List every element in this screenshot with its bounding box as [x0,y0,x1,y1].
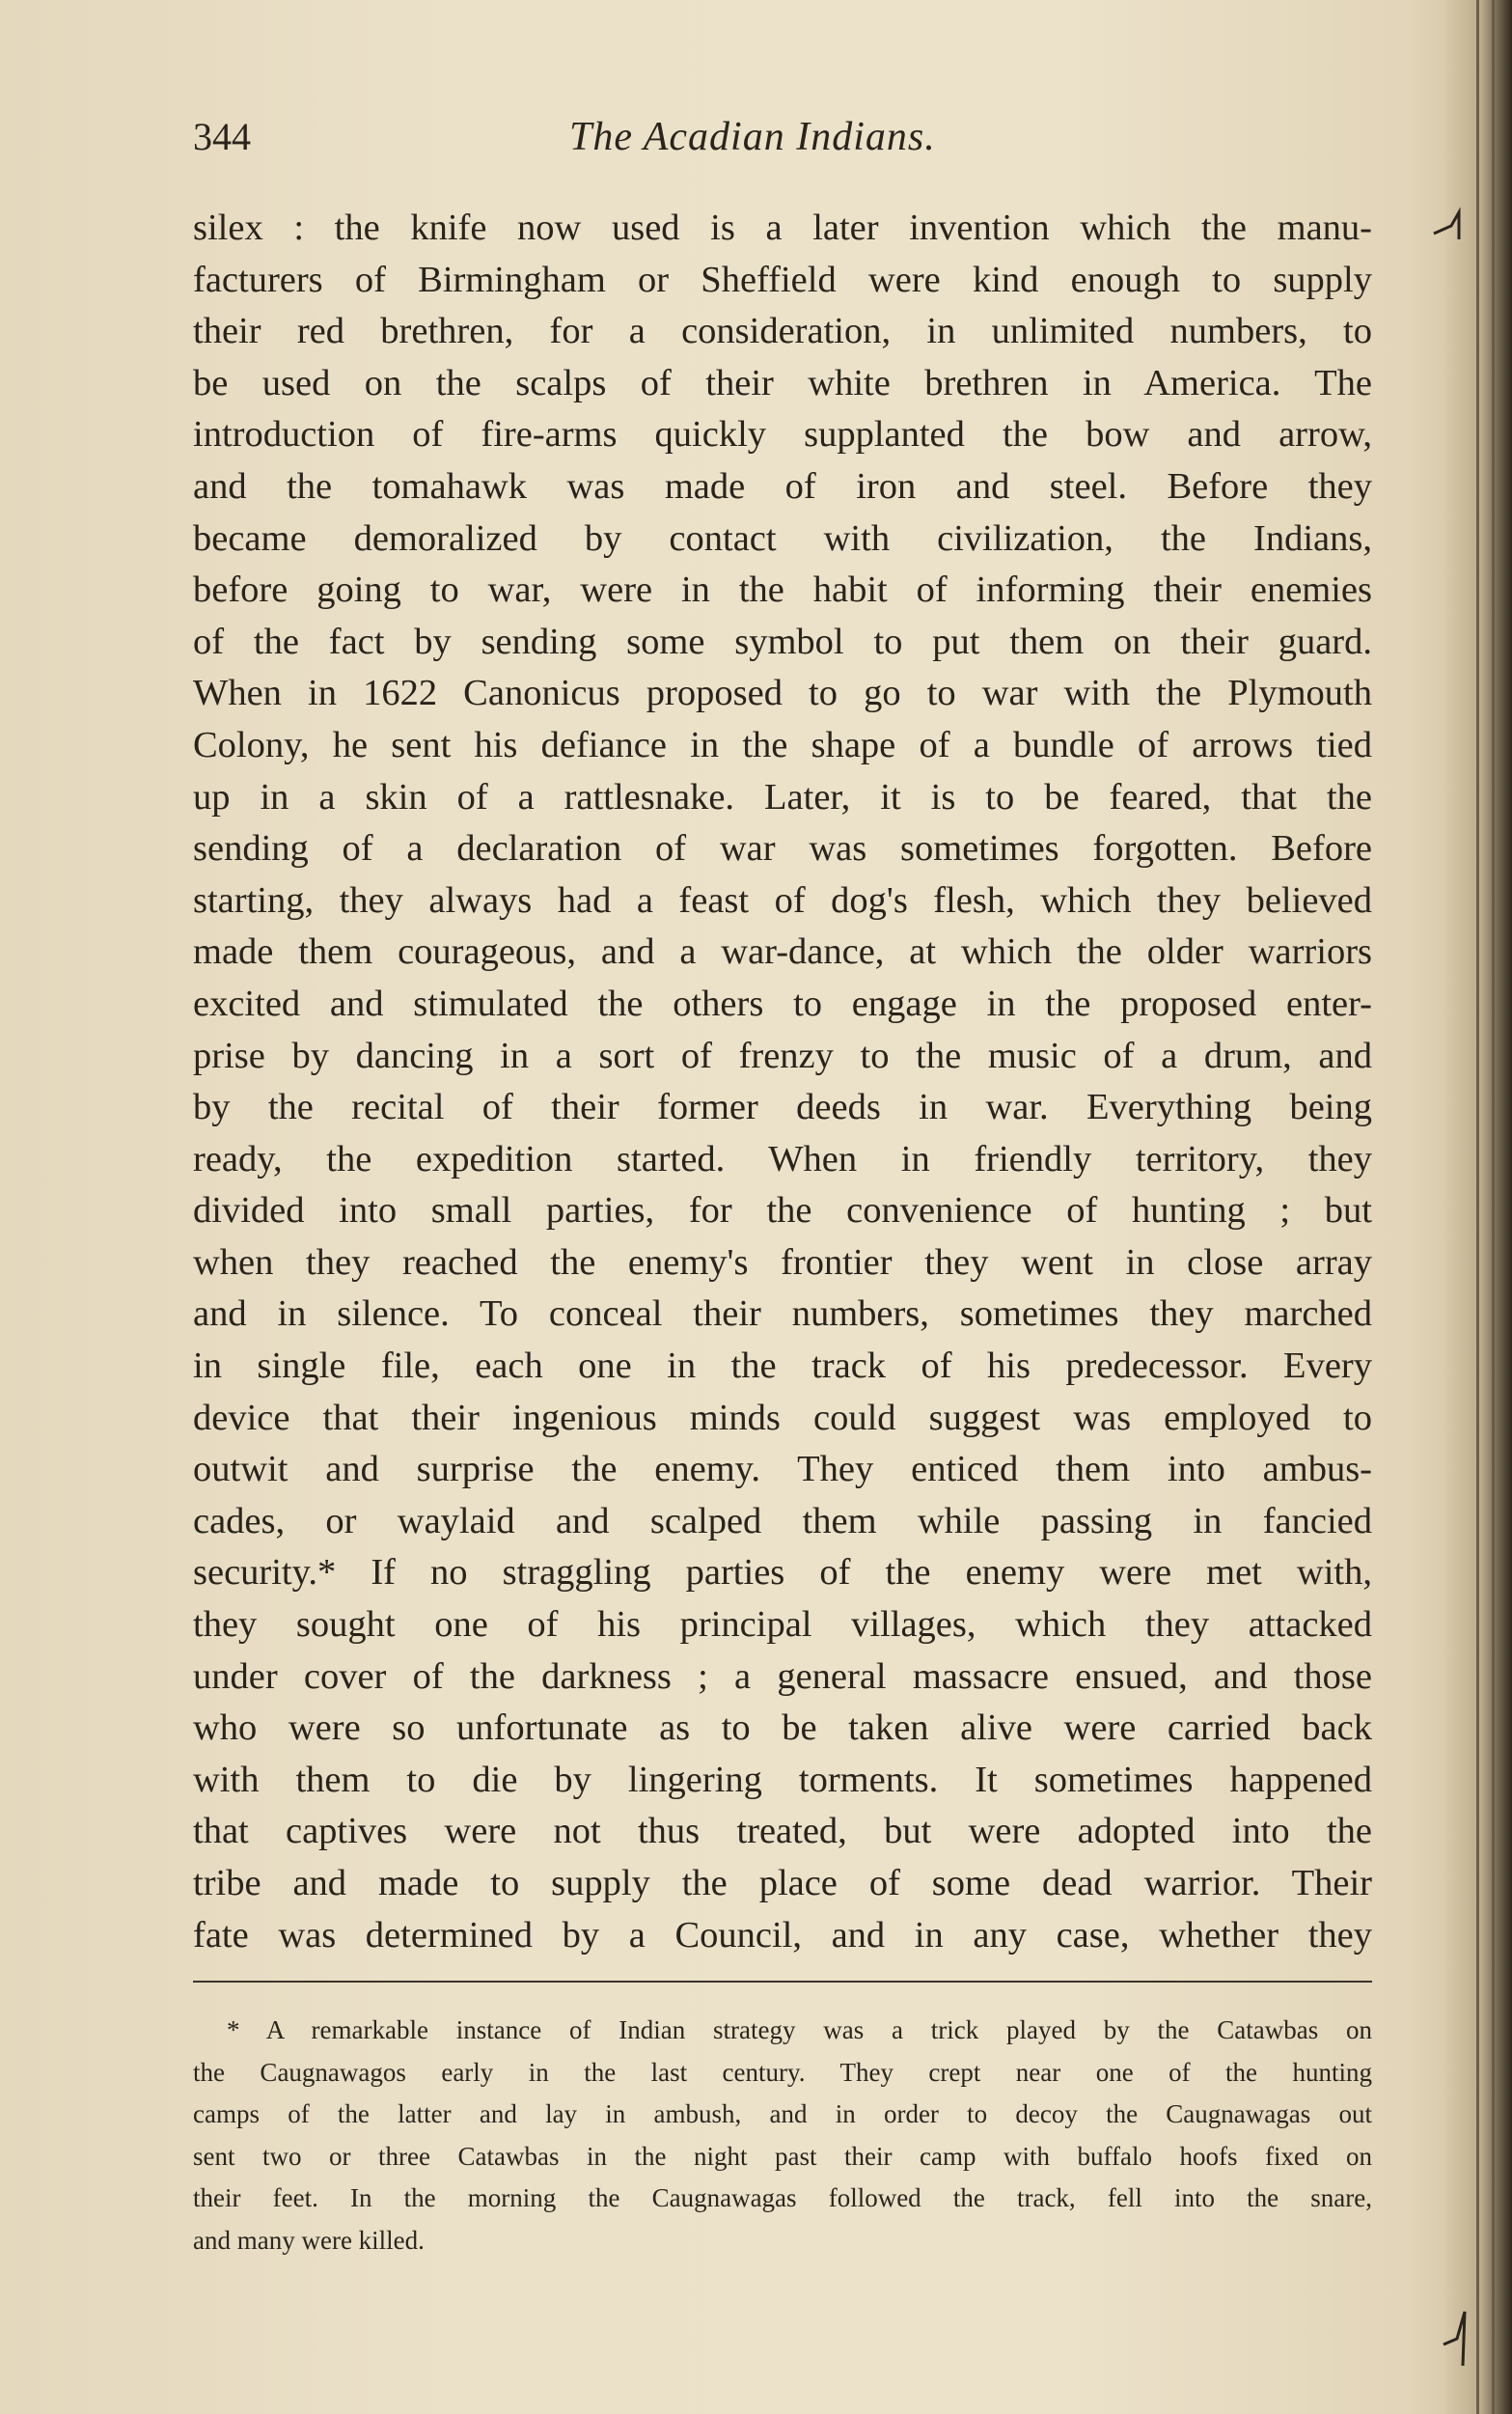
body-text [193,203,1372,1961]
running-title: The Acadian Indians. [569,115,936,159]
body-line: excited and stimulated the others to engage in the proposed enter- [193,983,1372,1024]
body-line: divided into small parties, for the convenience of hunting ; but [193,1190,1372,1232]
body-line: When in 1622 Canonicus proposed to go to war with the Plymouth [193,673,1372,714]
body-line: security.* If no straggling parties of the enemy were met with, [193,1552,1372,1594]
body-line: with them to die by lingering torments. It sometimes happened [193,1759,1372,1800]
body-line: Colony, he sent his defiance in the shape of a bundle of arrows tied [193,724,1372,765]
footnote-line: * A remarkable instance of Indian strategy was a trick played by the Catawbas on [227,2015,1372,2044]
body-line: made them courageous, and a war-dance, at which the older warriors [193,931,1372,973]
body-line: outwit and surprise the enemy. They enticed them into ambus- [193,1449,1372,1490]
body-line: tribe and made to supply the place of some dead warrior. Their [193,1863,1372,1903]
body-line: by the recital of their former deeds in war. Everything being [193,1087,1372,1128]
body-line: became demoralized by contact with civilization, the Indians, [193,517,1372,559]
body-line: before going to war, were in the habit of informing their enemies [193,569,1372,611]
body-line: cades, or waylaid and scalped them while passing in fancied [193,1500,1372,1541]
body-line: fate was determined by a Council, and in any case, whether they [193,1914,1372,1956]
running-head [193,114,1380,168]
body-line: be used on the scalps of their white brethren in America. The [193,362,1372,403]
footnote-line: and many were killed. [193,2225,425,2255]
body-line: up in a skin of a rattlesnake. Later, it is to be feared, that the [193,776,1372,818]
body-line: ready, the expedition started. When in friendly territory, they [193,1138,1372,1179]
body-line: who were so unfortunate as to be taken alive were carried back [193,1707,1372,1749]
page-edge-line [1476,0,1479,2414]
footnote-line: their feet. In the morning the Caugnawagas followed the track, fell into the snare, [193,2183,1372,2212]
body-line: that captives were not thus treated, but were adopted into the [193,1811,1372,1852]
margin-tick-icon [1430,207,1469,245]
margin-tick-icon [1440,2302,1478,2370]
footnote-line: the Caugnawagos early in the last century. They crept near one of the hunting [193,2057,1372,2087]
body-line: starting, they always had a feast of dog's flesh, which they believed [193,879,1372,921]
body-line: of the fact by sending some symbol to put them on their guard. [193,621,1372,662]
body-line: when they reached the enemy's frontier they went in close array [193,1241,1372,1283]
footnote-line: camps of the latter and lay in ambush, and in order to decoy the Caugnawagas out [193,2099,1372,2128]
body-line: in single file, each one in the track of his predecessor. Every [193,1346,1372,1387]
footnote-line: sent two or three Catawbas in the night past their camp with buffalo hoofs fixed on [193,2141,1372,2171]
body-line: under cover of the darkness ; a general massacre ensued, and those [193,1655,1372,1697]
body-line: silex : the knife now used is a later invention which the manu- [193,208,1372,248]
body-line: prise by dancing in a sort of frenzy to the music of a drum, and [193,1035,1372,1076]
body-line: sending of a declaration of war was sometimes forgotten. Before [193,828,1372,870]
body-line: device that their ingenious minds could suggest was employed to [193,1397,1372,1438]
body-line: and the tomahawk was made of iron and steel. Before they [193,465,1372,507]
body-line: and in silence. To conceal their numbers, sometimes they marched [193,1293,1372,1335]
body-line: they sought one of his principal villages, which they attacked [193,1604,1372,1646]
page-edge-line [1492,0,1495,2414]
page-number: 344 [193,115,251,158]
body-line: facturers of Birmingham or Sheffield were kind enough to supply [193,259,1372,300]
body-line: their red brethren, for a consideration, in unlimited numbers, to [193,311,1372,352]
footnote [193,2010,1372,2261]
footnote-rule [193,1981,1372,1983]
body-line: introduction of fire-arms quickly supplanted the bow and arrow, [193,414,1372,456]
